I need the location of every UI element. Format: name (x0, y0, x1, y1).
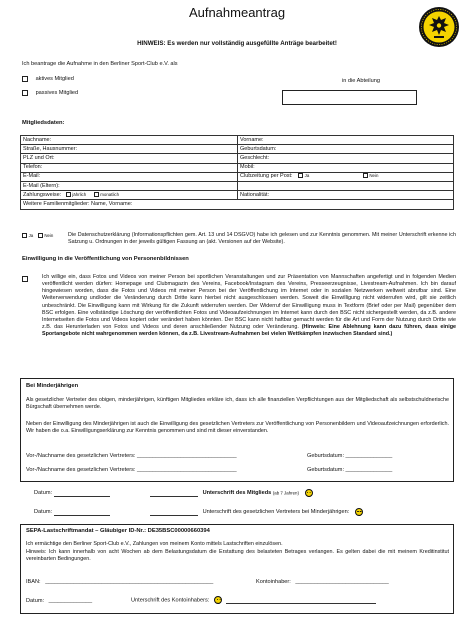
privacy-ja-checkbox[interactable] (22, 233, 27, 238)
iban-label: IBAN: (26, 579, 41, 585)
datum-label-2: Datum: (34, 509, 53, 515)
monatlich-checkbox[interactable] (94, 192, 99, 197)
sepa-text-2: Hinweis: Ich kann innerhalb von acht Wochen ab dem Belastungsdatum die Erstattung des belasteten Betrages verlangen. Es gelten dabei die mit meinem Kreditinstitut vereinbarten Bedingungen. (26, 549, 449, 563)
page-title: Aufnahmeantrag (188, 5, 286, 20)
jaehrlich-label: jährlich (72, 191, 87, 197)
strasse-field[interactable]: Straße, Hausnummer: (21, 145, 238, 154)
vertreter-2-geburtsdatum[interactable]: Geburtsdatum: _______________ (307, 467, 393, 473)
zahlungsweise-cell (21, 191, 238, 200)
vertreter-1-geburtsdatum[interactable]: Geburtsdatum: _______________ (307, 453, 393, 459)
sign-here-icon-3 (214, 596, 222, 604)
jaehrlich-checkbox[interactable] (66, 192, 71, 197)
datum-label: Datum: (34, 490, 53, 496)
datum-line[interactable] (54, 496, 110, 497)
minors-text-1: Als gesetzlicher Vertreter des obigen, minderjährigen, künftigen Mitgliedes erkläre ich, dass ich alle finanziellen Verpflichtungen aus der Mitgliedschaft als selbstschuldnerische Bürgschaft übernehmen werde. (26, 397, 449, 411)
department-field[interactable] (282, 90, 417, 105)
sepa-datum-label: Datum: (26, 598, 45, 604)
clubzeitung-label: Clubzeitung per Post: (240, 173, 293, 180)
club-logo (418, 6, 460, 48)
member-signature-row (34, 490, 110, 497)
nachname-field[interactable]: Nachname: (21, 136, 238, 145)
plz-ort-field[interactable]: PLZ und Ort: (21, 154, 238, 163)
member-data-table (20, 135, 454, 210)
sign-here-icon-2 (355, 508, 363, 516)
sepa-heading: SEPA-Lastschriftmandat – Gläubiger ID-Nr.: DE35BSC00000660394 (26, 528, 210, 534)
email-field[interactable]: E-Mail: (21, 172, 238, 181)
photo-consent-checkbox[interactable] (22, 276, 28, 282)
minors-text-2: Neben der Einwilligung des Minderjährigen ist auch die Einwilligung des gesetzlichen Vertreters zur Veröffentlichung von Personenbildern und Videoaufzeichnungen erforderlich. Wir haben die o.a. Einwilligungserklärung zur Kenntnis genommen und sind mit dieser einverstanden. (26, 421, 449, 435)
kontoinhaber-field[interactable]: ______________________________ (295, 579, 389, 585)
privacy-nein-checkbox[interactable] (38, 233, 43, 238)
photo-consent-text (42, 274, 456, 338)
telefon-field[interactable]: Telefon: (21, 163, 238, 172)
sepa-signature-line[interactable] (226, 603, 376, 604)
privacy-block (22, 232, 456, 246)
age-hint: (ab 7 Jahren) (272, 490, 299, 496)
clubzeitung-nein-label: Nein (369, 173, 379, 179)
department-label: in die Abteilung (342, 78, 380, 84)
kontoinhaber-label: Kontoinhaber: (256, 579, 291, 585)
geburtsdatum-field[interactable]: Geburtsdatum: (238, 145, 454, 154)
passive-member-checkbox[interactable] (22, 90, 28, 96)
active-member-label: aktives Mitglied (35, 76, 74, 83)
photo-consent-body: Ich willige ein, dass Fotos und Videos von meiner Person bei sportlichen Veranstaltungen und zur Präsentation von Mannschaften angefertigt und in folgenden Medien veröffentlicht werden dürfen: Homepage und Clubmagazin des Vereins, Facebook/Instagram des Vereins, Presseerzeugnisse, Livestream-Aufnahmen. Ich bin darauf hingewiesen worden, dass die Fotos und Videos mit meiner Person bei der Veröffentlichung im Internet oder in sozialen Netzwerken weltweit abrufbar sind. Eine Weiterverwendung und/oder die Veränderung durch Dritte kann hierbei nicht ausgeschlossen werden. Soweit die Einwilligung nicht widerrufen wird, gilt sie zeitlich unbeschränkt. Die Einwilligung kann mit Wirkung für die Zukunft widerrufen werden. Der Widerruf der Einwilligung muss in Textform (Brief oder per Mail) gegenüber dem BSC erfolgen. Eine vollständige Löschung der veröffentlichten Fotos und Videoaufzeichnungen im Internet kann durch den BSC nicht sichergestellt werden, da z.B. andere Internetseiten die Fotos und Videos kopiert oder verändert haben könnten. Der BSC kann nicht haftbar gemacht werden für die Art und Form der Nutzung durch Dritte wie z.B. das Herunterladen von Fotos und Videos und deren anschließender Nutzung oder Veränderung. (42, 274, 456, 330)
nationalitaet-field[interactable]: Nationalität: (238, 191, 454, 200)
familienmitglieder-field[interactable]: Weitere Familienmitglieder: Name, Vorname: (21, 200, 454, 209)
vorname-field[interactable]: Vorname: (238, 136, 454, 145)
active-member-option[interactable] (22, 76, 74, 83)
geschlecht-field[interactable]: Geschlecht: (238, 154, 454, 163)
privacy-ja-label: Ja (28, 233, 34, 238)
minors-heading: Bei Minderjährigen (26, 383, 79, 389)
sepa-datum-field[interactable]: ______________ (48, 598, 93, 604)
clubzeitung-ja-label: Ja (304, 173, 310, 179)
photo-consent-heading: Einwilligung in die Veröffentlichung von Personenbildnissen (22, 256, 189, 262)
sepa-box (20, 524, 454, 614)
datum-line-2[interactable] (54, 515, 110, 516)
passive-member-label: passives Mitglied (35, 90, 79, 97)
member-data-heading: Mitgliedsdaten: (22, 120, 65, 126)
photo-consent-note: (Hinweis: Eine Ablehnung kann dazu führen, dass einige Sportangebote nicht wahrgenommen werden können, da z.B. Livestream-Aufnahmen bei vielen Wettkämpfen inzwischen Standard sind.) (42, 323, 456, 337)
zahlungsweise-label: Zahlungsweise: (23, 191, 62, 198)
vertreter-signature-label: Unterschrift des gesetzlichen Vertreters bei Minderjährigen: (202, 509, 350, 516)
passive-member-option[interactable] (22, 90, 78, 97)
vertreter-2-field[interactable]: Vor-/Nachname des gesetzlichen Vertreters: ________________________________ (26, 467, 237, 473)
vertreter-1-field[interactable]: Vor-/Nachname des gesetzlichen Vertreters: ________________________________ (26, 453, 237, 459)
vertreter-signature-line[interactable] (150, 515, 198, 516)
completeness-notice: HINWEIS: Es werden nur vollständig ausgefüllte Anträge bearbeitet! (137, 40, 337, 47)
empty-cell (238, 181, 454, 190)
iban-field[interactable]: ______________________________________________________ (45, 579, 214, 585)
member-signature-line[interactable] (150, 496, 198, 497)
monatlich-label: monatlich (100, 191, 120, 197)
clubzeitung-nein-checkbox[interactable] (363, 173, 368, 178)
member-signature-label: Unterschrift des Mitglieds (202, 490, 272, 497)
privacy-nein-label: Nein (44, 233, 54, 238)
sepa-signature-label: Unterschrift des Kontoinhabers: (131, 597, 210, 604)
sign-here-icon (305, 489, 313, 497)
privacy-text: Die Datenschutzerklärung (Informationspflichten gem. Art. 13 und 14 DSGVO) habe ich gelesen und zur Kenntnis genommen. Mit meiner Unterschrift erkenne ich Satzung u. Ordnungen in der jeweils gültigen Fassung an (akt. Versionen auf der Website). (68, 232, 456, 246)
active-member-checkbox[interactable] (22, 76, 28, 82)
mobil-field[interactable]: Mobil: (238, 163, 454, 172)
email-eltern-field[interactable]: E-Mail (Eltern): (21, 181, 238, 190)
clubzeitung-cell (238, 172, 454, 181)
minors-box (20, 378, 454, 482)
clubzeitung-ja-checkbox[interactable] (298, 173, 303, 178)
sepa-text-1: Ich ermächtige den Berliner Sport-Club e.V., Zahlungen von meinem Konto mittels Lastschriften einzulösen. (26, 541, 283, 547)
membership-intro: Ich beantrage die Aufnahme in den Berliner Sport-Club e.V. als (22, 61, 178, 67)
